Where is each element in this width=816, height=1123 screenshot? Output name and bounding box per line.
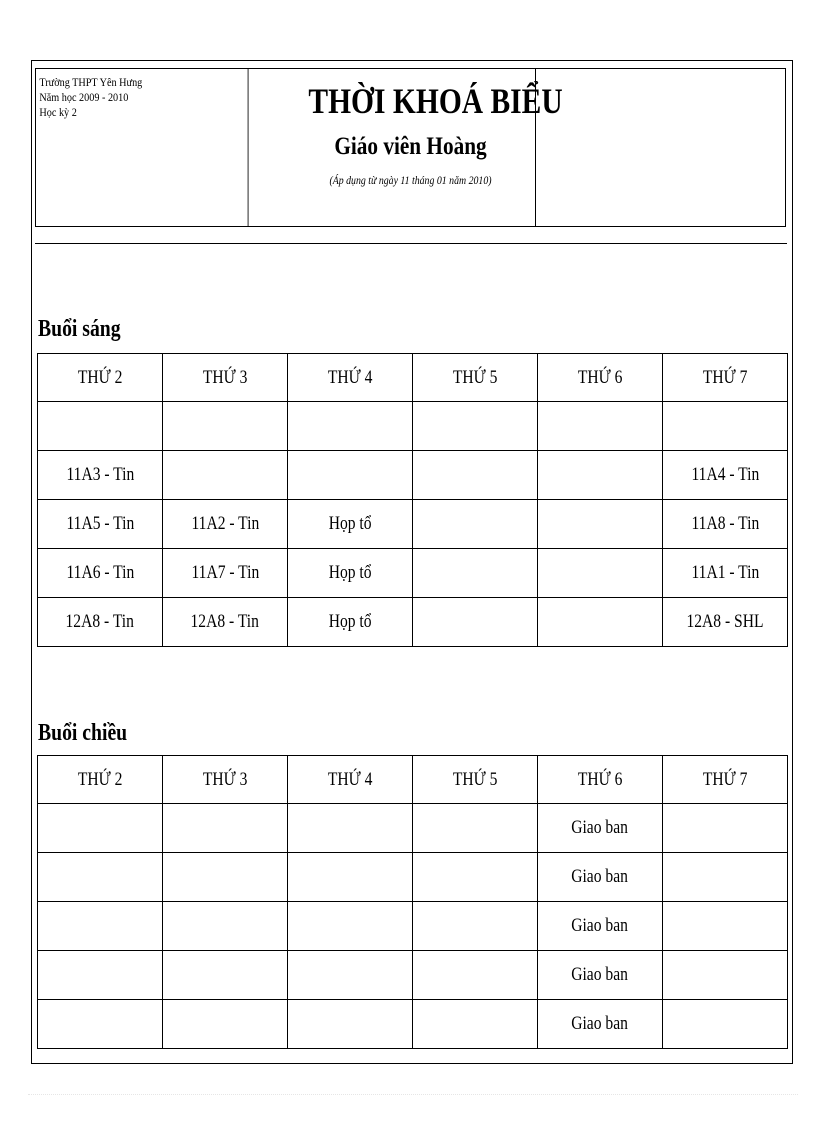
table-cell — [288, 549, 413, 598]
morning-day-header — [38, 354, 163, 402]
table-cell — [163, 402, 288, 451]
table-row — [38, 549, 788, 598]
table-cell — [663, 549, 788, 598]
table-cell — [663, 1000, 788, 1049]
table-cell — [288, 451, 413, 500]
applied-date-note: (Áp dụng từ ngày 11 tháng 01 năm 2010) — [329, 173, 492, 187]
table-cell — [38, 549, 163, 598]
document-title: THỜI KHOÁ BIỂU — [308, 81, 563, 121]
cell-text: 11A8 - Tin — [691, 513, 759, 534]
cell-text: 11A6 - Tin — [66, 562, 134, 583]
table-cell — [413, 500, 538, 549]
table-cell — [38, 853, 163, 902]
table-cell — [288, 1000, 413, 1049]
afternoon-day-header — [413, 756, 538, 804]
school-year: Năm học 2009 - 2010 — [39, 90, 129, 104]
table-row — [38, 451, 788, 500]
table-row — [38, 402, 788, 451]
table-row — [38, 598, 788, 647]
afternoon-day-header — [288, 756, 413, 804]
cell-text: Giao ban — [571, 915, 629, 936]
afternoon-day-label: THỨ 5 — [452, 768, 498, 790]
table-cell — [163, 853, 288, 902]
table-cell — [413, 402, 538, 451]
semester: Học kỳ 2 — [39, 105, 77, 119]
morning-day-header — [163, 354, 288, 402]
morning-day-header — [413, 354, 538, 402]
table-cell — [38, 402, 163, 451]
title-block — [286, 69, 563, 226]
table-cell — [538, 1000, 663, 1049]
table-cell — [38, 1000, 163, 1049]
table-cell — [163, 1000, 288, 1049]
cell-text: 12A8 - SHL — [686, 611, 764, 632]
table-cell — [288, 402, 413, 451]
table-cell — [288, 853, 413, 902]
table-row — [38, 804, 788, 853]
afternoon-day-label: THỨ 3 — [202, 768, 248, 790]
table-cell — [663, 853, 788, 902]
school-info — [36, 69, 249, 226]
afternoon-day-header — [38, 756, 163, 804]
table-cell — [163, 951, 288, 1000]
cell-text: Họp tổ — [328, 611, 372, 632]
afternoon-day-header — [538, 756, 663, 804]
table-cell — [538, 500, 663, 549]
cell-text: 11A4 - Tin — [691, 464, 759, 485]
table-cell — [538, 402, 663, 451]
table-cell — [413, 598, 538, 647]
morning-day-header — [663, 354, 788, 402]
table-cell — [413, 804, 538, 853]
cell-text: 11A3 - Tin — [66, 464, 134, 485]
table-cell — [288, 598, 413, 647]
table-cell — [538, 853, 663, 902]
morning-day-label: THỨ 7 — [702, 366, 748, 388]
afternoon-section-title: Buổi chiều — [38, 720, 128, 746]
afternoon-day-label: THỨ 2 — [77, 768, 123, 790]
table-cell — [163, 804, 288, 853]
page-bottom-rule — [28, 1094, 798, 1095]
table-row — [38, 1000, 788, 1049]
table-cell — [38, 902, 163, 951]
afternoon-day-header — [163, 756, 288, 804]
cell-text: 12A8 - Tin — [190, 611, 260, 632]
cell-text: 11A5 - Tin — [66, 513, 134, 534]
table-cell — [38, 451, 163, 500]
morning-timetable — [37, 353, 788, 647]
table-cell — [538, 598, 663, 647]
table-cell — [663, 500, 788, 549]
table-cell — [38, 598, 163, 647]
table-cell — [413, 853, 538, 902]
cell-text: 12A8 - Tin — [65, 611, 135, 632]
cell-text: Giao ban — [571, 866, 629, 887]
table-cell — [663, 402, 788, 451]
cell-text: Giao ban — [571, 1013, 629, 1034]
cell-text: Họp tổ — [328, 562, 372, 583]
morning-day-label: THỨ 5 — [452, 366, 498, 388]
morning-day-header — [538, 354, 663, 402]
afternoon-day-label: THỨ 7 — [702, 768, 748, 790]
table-cell — [538, 902, 663, 951]
table-cell — [163, 500, 288, 549]
table-row — [38, 951, 788, 1000]
table-cell — [663, 902, 788, 951]
table-cell — [288, 902, 413, 951]
table-cell — [413, 549, 538, 598]
morning-day-label: THỨ 4 — [327, 366, 373, 388]
morning-section-title: Buổi sáng — [38, 316, 121, 342]
cell-text: Họp tổ — [328, 513, 372, 534]
table-cell — [413, 902, 538, 951]
table-cell — [288, 500, 413, 549]
table-cell — [288, 804, 413, 853]
table-cell — [663, 451, 788, 500]
table-cell — [288, 951, 413, 1000]
table-cell — [38, 951, 163, 1000]
afternoon-timetable — [37, 755, 788, 1049]
afternoon-day-label: THỨ 4 — [327, 768, 373, 790]
table-cell — [163, 598, 288, 647]
afternoon-day-label: THỨ 6 — [577, 768, 623, 790]
table-cell — [663, 598, 788, 647]
table-cell — [163, 902, 288, 951]
table-cell — [413, 1000, 538, 1049]
morning-day-label: THỨ 2 — [77, 366, 123, 388]
table-cell — [663, 951, 788, 1000]
table-cell — [538, 804, 663, 853]
morning-day-header — [288, 354, 413, 402]
table-cell — [163, 549, 288, 598]
table-cell — [538, 549, 663, 598]
morning-day-label: THỨ 3 — [202, 366, 248, 388]
table-cell — [538, 951, 663, 1000]
school-name: Trường THPT Yên Hưng — [39, 75, 143, 89]
table-cell — [163, 451, 288, 500]
table-cell — [38, 500, 163, 549]
morning-header-row — [38, 354, 788, 402]
document-header — [35, 68, 786, 227]
table-row — [38, 902, 788, 951]
cell-text: Giao ban — [571, 964, 629, 985]
header-divider — [35, 243, 787, 244]
table-cell — [38, 804, 163, 853]
cell-text: 11A7 - Tin — [191, 562, 259, 583]
cell-text: 11A2 - Tin — [191, 513, 259, 534]
header-right-blank — [536, 69, 785, 226]
teacher-name: Giáo viên Hoàng — [334, 133, 487, 160]
afternoon-day-header — [663, 756, 788, 804]
table-row — [38, 853, 788, 902]
table-row — [38, 500, 788, 549]
table-cell — [538, 451, 663, 500]
table-cell — [413, 951, 538, 1000]
afternoon-header-row — [38, 756, 788, 804]
table-cell — [413, 451, 538, 500]
cell-text: 11A1 - Tin — [691, 562, 759, 583]
cell-text: Giao ban — [571, 817, 629, 838]
table-cell — [663, 804, 788, 853]
morning-day-label: THỨ 6 — [577, 366, 623, 388]
